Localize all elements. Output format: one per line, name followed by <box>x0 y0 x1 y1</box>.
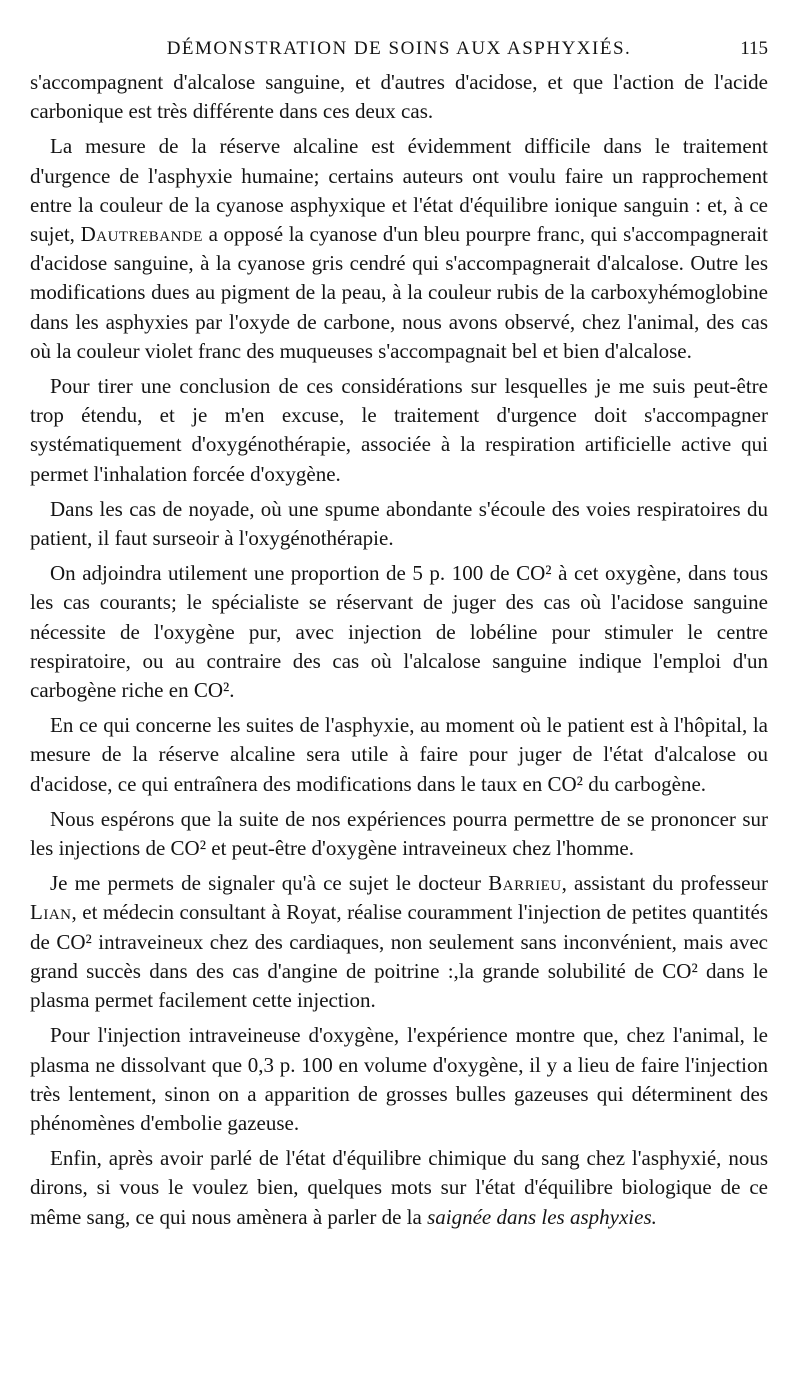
paragraph-1: s'accompagnent d'alcalose sanguine, et d'autres d'acidose, et que l'action de l'acide carbonique est très différente dans ces deux cas. <box>30 70 768 124</box>
paragraph-3: Pour tirer une conclusion de ces considérations sur lesquelles je me suis peut-être trop étendu, et je m'en excuse, le traitement d'urgence doit s'accompagner systématiquement d'oxygénothérapie, associée à la respiration artificielle active qui permet l'inhalation forcée d'oxygène. <box>30 374 768 486</box>
paragraph-2-text-b: a opposé la cyanose d'un bleu pourpre franc, qui s'accompagnerait d'acidose sanguine, à la cyanose gris cendré qui s'accompagnerait d'alcalose. Outre les modifications dues au pigment de la peau, à la couleur rubis de la carboxyhémoglobine dans les asphyxies par l'oxyde de carbone, nous avons observé, chez l'animal, des cas où la couleur violet franc des muqueuses s'accompagnait bel et bien d'alcalose. <box>30 222 768 363</box>
paragraph-4: Dans les cas de noyade, où une spume abondante s'écoule des voies respiratoires du patient, il faut surseoir à l'oxygénothérapie. <box>30 496 768 551</box>
paragraph-6: En ce qui concerne les suites de l'asphyxie, au moment où le patient est à l'hôpital, la mesure de la réserve alcaline sera utile à faire pour juger de l'état d'alcalose ou d'acidose, ce qui entraînera des modifications dans le taux en CO² du carbogène. <box>30 713 768 796</box>
paragraph-8 <box>30 869 768 1015</box>
author-name-lian: Lian <box>30 900 72 925</box>
page-header <box>30 30 768 60</box>
paragraph-10-italic: saignée dans les asphyxies. <box>427 1204 657 1229</box>
paragraph-10 <box>30 1144 768 1232</box>
author-name-barrieu: Barrieu <box>488 871 562 896</box>
paragraph-5: On adjoindra utilement une proportion de 5 p. 100 de CO² à cet oxygène, dans tous les cas courants; le spécialiste se réservant de juger des cas où l'acidose sanguine nécessite de l'oxygène pur, avec injection de lobéline pour stimuler le centre respiratoire, ou au contraire des cas où l'alcalose sanguine indique l'emploi d'un carbogène riche en CO². <box>30 561 768 703</box>
paragraph-8-text-b: , assistant du professeur <box>561 871 768 896</box>
author-name-dautrebande: Dautrebande <box>80 222 203 247</box>
paragraph-9: Pour l'injection intraveineuse d'oxygène, l'expérience montre que, chez l'animal, le plasma ne dissolvant que 0,3 p. 100 en volume d'oxygène, il y a lieu de faire l'injection très lentement, sinon on a apparition de grosses bulles gazeuses qui déterminent des phénomènes d'embolie gazeuse. <box>30 1023 768 1135</box>
page-number: 115 <box>740 38 768 59</box>
paragraph-7: Nous espérons que la suite de nos expériences pourra permettre de se prononcer sur les injections de CO² et peut-être d'oxygène intraveineux chez l'homme. <box>30 806 768 861</box>
paragraph-2 <box>30 132 768 366</box>
page <box>30 30 768 1238</box>
running-head: DÉMONSTRATION DE SOINS AUX ASPHYXIÉS. <box>166 38 632 59</box>
paragraph-2-text-a: La mesure de la réserve alcaline est évidemment difficile dans le traitement d'urgence de l'asphyxie humaine; certains auteurs ont voulu faire un rapprochement entre la couleur de la cyanose asphyxique et l'état d'équilibre ionique sanguin : et, à ce sujet, <box>30 134 768 247</box>
paragraph-8-text-c: , et médecin consultant à Royat, réalise couramment l'injection de petites quantités de CO² intraveineux chez des cardiaques, non seulement sans inconvénient, mais avec grand succès dans des cas d'angine de poitrine :,la grande solubilité de CO² dans le plasma permet facilement cette injection. <box>30 900 768 1013</box>
paragraph-10-text: Enfin, après avoir parlé de l'état d'équilibre chimique du sang chez l'asphyxié, nous dirons, si vous le voulez bien, quelques mots sur l'état d'équilibre biologique de ce même sang, ce qui nous amènera à parler de la <box>30 1146 768 1229</box>
paragraph-8-text-a: Je me permets de signaler qu'à ce sujet le docteur <box>50 871 489 896</box>
